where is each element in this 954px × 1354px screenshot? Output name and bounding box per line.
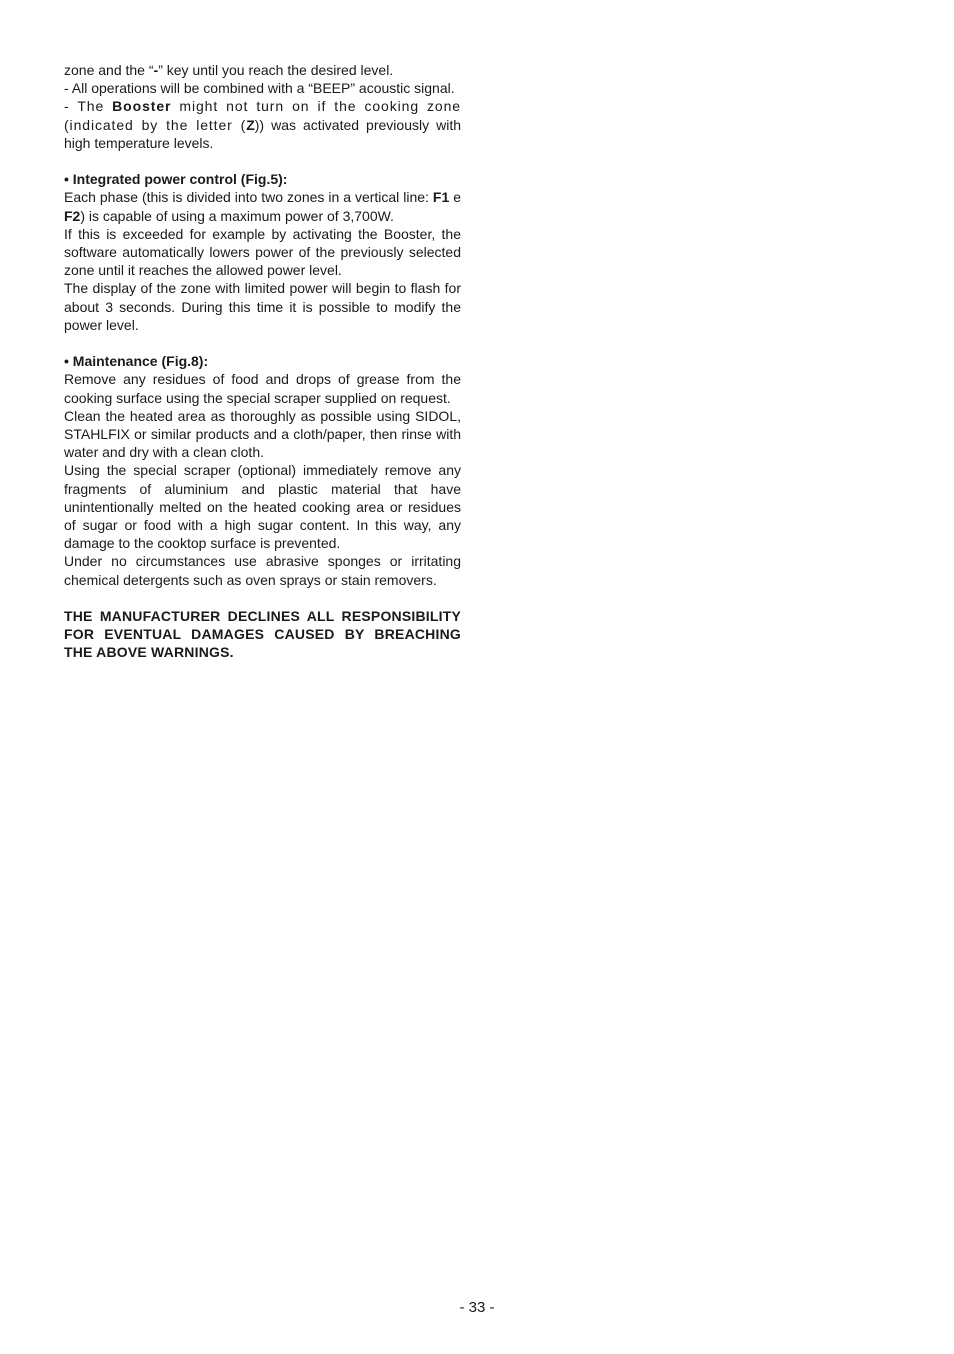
booster-note: [64, 97, 461, 152]
maintenance-paragraph-4: Under no circumstances use abrasive sponges or irritating chemical detergents such as oven sprays or stain removers.: [64, 553, 461, 588]
maintenance-heading: • Maintenance (Fig.8):: [64, 353, 209, 370]
beep-line: - All operations will be combined with a “BEEP” acoustic signal.: [64, 80, 455, 97]
power-control-paragraph-3: The display of the zone with limited power will begin to flash for about 3 seconds. During this time it is possible to modify the power level.: [64, 280, 461, 333]
spacer: [64, 152, 461, 170]
text-column: [64, 61, 461, 662]
spacer: [64, 334, 461, 352]
booster-note-text: - The: [64, 98, 113, 115]
power-text: Each phase (this is divided into two zones in a vertical line:: [64, 189, 433, 206]
manufacturer-warning: THE MANUFACTURER DECLINES ALL RESPONSIBILITY FOR EVENTUAL DAMAGES CAUSED BY BREACHING THE ABOVE WARNINGS.: [64, 608, 461, 661]
intro-line-key: [64, 61, 461, 79]
booster-note-text: )) was activated previously with high temperature levels.: [64, 116, 461, 151]
f2-label: F2: [64, 207, 81, 224]
booster-word: Booster: [112, 98, 172, 115]
power-control-heading: • Integrated power control (Fig.5):: [64, 171, 288, 188]
f1-label: F1: [432, 189, 450, 206]
page-number: - 33 -: [459, 1299, 495, 1316]
power-text: ) is capable of using a maximum power of 3,700W.: [80, 207, 394, 224]
maintenance-paragraph-2: Clean the heated area as thoroughly as possible using SIDOL, STAHLFIX or similar products and a cloth/paper, then rinse with water and dry with a clean cloth.: [64, 407, 461, 461]
minus-key: -: [153, 62, 159, 78]
power-control-paragraph-2: If this is exceeded for example by activating the Booster, the software automatically lowers power of the previously selected zone until it reaches the allowed power level.: [64, 225, 461, 279]
intro-text: zone and the “: [64, 62, 154, 78]
booster-note-text: might not turn on if the cooking zone (indicated by the letter (: [64, 98, 461, 133]
zone-letter: Z: [246, 116, 255, 133]
power-text: e: [449, 189, 461, 206]
maintenance-paragraph-3: Using the special scraper (optional) immediately remove any fragments of aluminium and plastic material that have unintentionally melted on the heated cooking area or residues of sugar or food with a high sugar content. In this way, any damage to the cooktop surface is prevented.: [64, 462, 461, 552]
spacer: [64, 589, 461, 607]
power-control-paragraph-1: [64, 188, 461, 224]
intro-text: ” key until you reach the desired level.: [158, 62, 394, 78]
maintenance-paragraph-1: Remove any residues of food and drops of grease from the cooking surface using the special scraper supplied on request.: [64, 371, 461, 406]
